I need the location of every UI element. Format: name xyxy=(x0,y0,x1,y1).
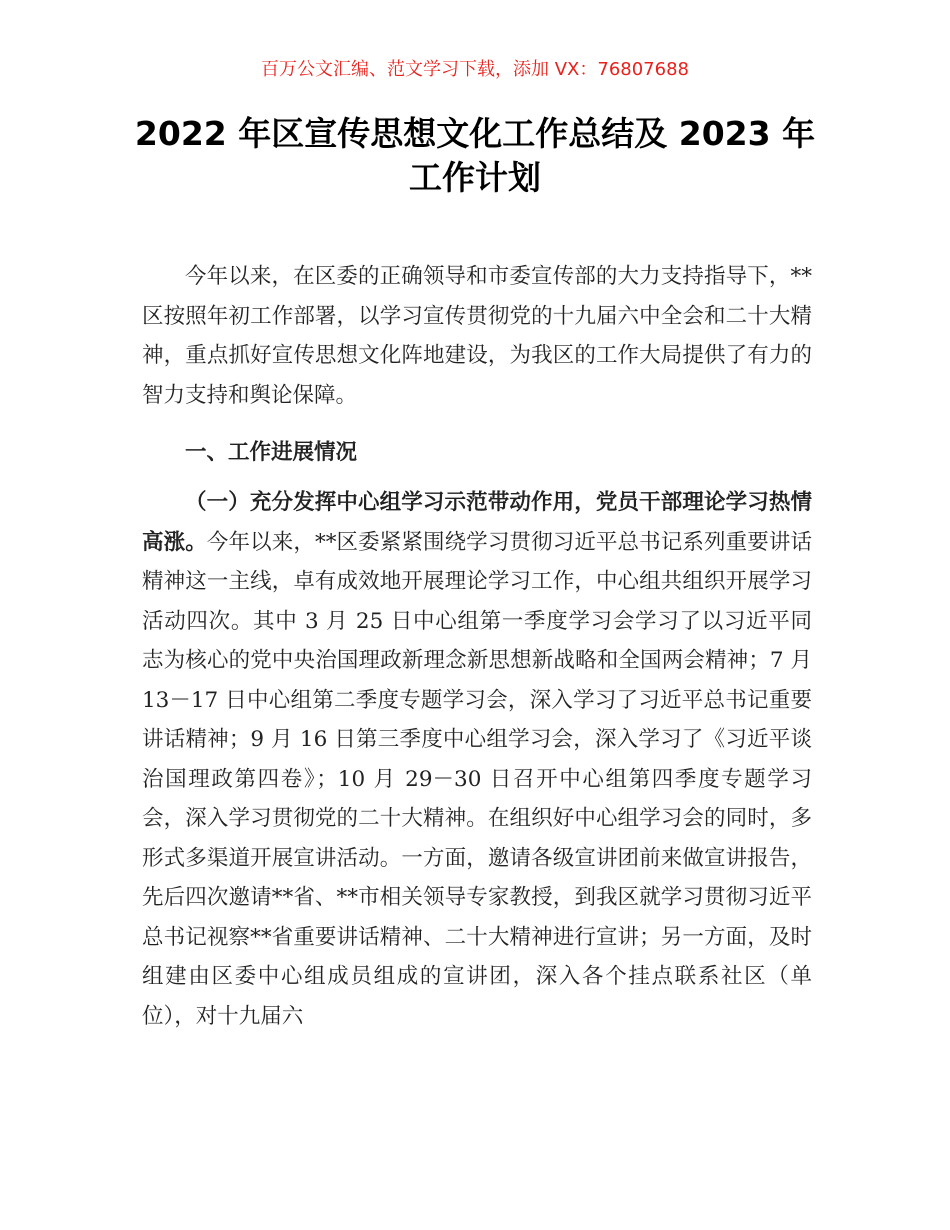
paragraph-lead: （一）充分发挥中心组学习示范带动作用，党员干部理论学习热情高涨。 xyxy=(142,490,812,555)
body-paragraph xyxy=(142,483,812,1036)
intro-paragraph: 今年以来，在区委的正确领导和市委宣传部的大力支持指导下，**区按照年初工作部署，以学习宣传贯彻党的十九届六中全会和二十大精神，重点抓好宣传思想文化阵地建设，为我区的工作大局提供了有力的智力支持和舆论保障。 xyxy=(142,264,812,408)
page-title: 2022 年区宣传思想文化工作总结及 2023 年工作计划 xyxy=(134,114,816,197)
paragraph-body: 今年以来，**区委紧紧围绕学习贯彻习近平总书记系列重要讲话精神这一主线，卓有成效地开展理论学习工作，中心组共组织开展学习活动四次。其中 3 月 25 日中心组第一季度学习会学习了以习近平同志为核心的党中央治国理政新理念新思想新战略和全国两会精神；7 月 13－17 日中心组第二季度专题学习会，深入学习了习近平总书记重要讲话精神；9 月 16 日第三季度中心组学习会，深入学习了《习近平谈治国理政第四卷》；10 月 29－30 日召开中心组第四季度专题学习会，深入学习贯彻党的二十大精神。在组织好中心组学习会的同时，多形式多渠道开展宣讲活动。一方面，邀请各级宣讲团前来做宣讲报告，先后四次邀请**省、**市相关领导专家教授，到我区就学习贯彻习近平总书记视察**省重要讲话精神、二十大精神进行宣讲；另一方面，及时组建由区委中心组成员组成的宣讲团，深入各个挂点联系社区（单位），对十九届六 xyxy=(142,529,812,1029)
section-heading: 一、工作进展情况 xyxy=(185,440,358,465)
promo-banner: 百万公文汇编、范文学习下载，添加 VX：76807688 xyxy=(261,59,689,80)
